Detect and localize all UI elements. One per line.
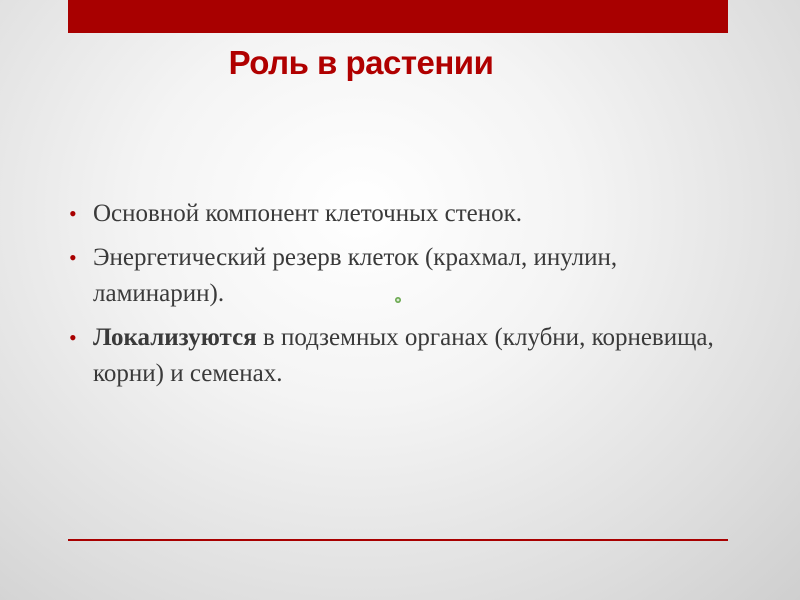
bullet-item	[66, 320, 726, 392]
bullet-marker: •	[69, 201, 77, 226]
top-accent-bar	[68, 0, 728, 33]
bullet-text: Основной компонент клеточных стенок.	[93, 200, 523, 227]
bullet-item	[66, 196, 726, 232]
slide-title: Роль в растении	[228, 44, 494, 81]
bullet-text: Энергетический резерв клеток (крахмал, инулин, ламинарин).	[93, 244, 618, 307]
bullet-text: в подземных органах (клубни, корневища, корни) и семенах.	[93, 324, 714, 387]
bullet-marker: •	[69, 245, 77, 270]
bullet-marker: •	[69, 325, 77, 350]
sparkle-icon	[393, 295, 403, 305]
bullet-bold-text: Локализуются	[93, 324, 257, 351]
bottom-divider	[68, 539, 728, 541]
